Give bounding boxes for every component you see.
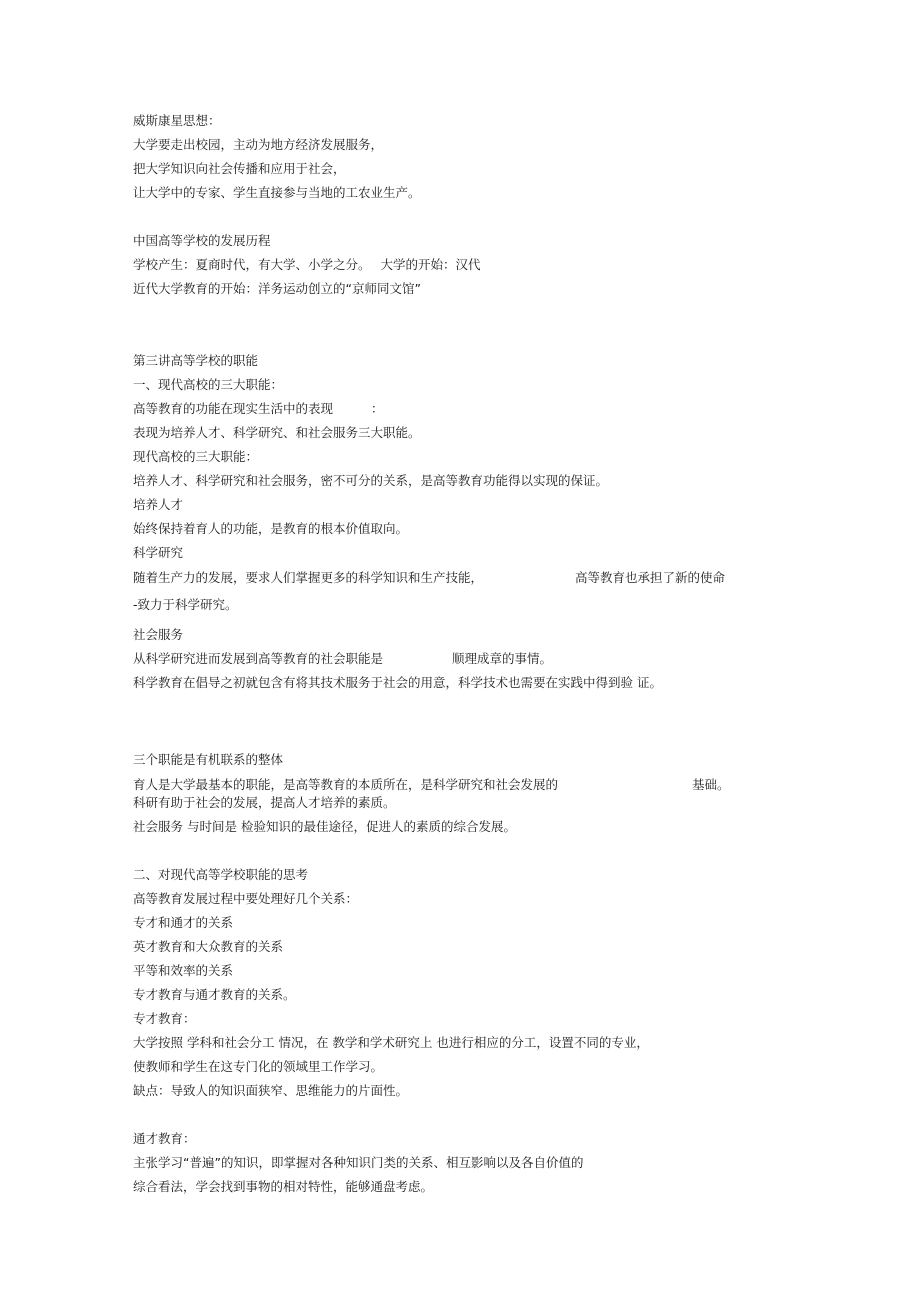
text-line bbox=[133, 257, 481, 273]
history-heading: 中国高等学校的发展历程 bbox=[133, 233, 271, 248]
text-line: 让大学中的专家、学生直接参与当地的工农业生产。 bbox=[133, 185, 421, 200]
section-heading: 二、对现代高等学校职能的思考 bbox=[133, 867, 309, 882]
text-line: 从科学研究进而发展到高等教育的社会职能是 bbox=[133, 651, 384, 666]
subheading: 三个职能是有机联系的整体 bbox=[133, 752, 284, 767]
text-segment: ： bbox=[371, 401, 384, 416]
list-item: 英才教育和大众教育的关系 bbox=[133, 939, 284, 954]
text-line: 培养人才、科学研究和社会服务，密不可分的关系，是高等教育功能得以实现的保证。 bbox=[133, 473, 609, 488]
subheading: 培养人才 bbox=[133, 497, 184, 512]
text-line: 把大学知识向社会传播和应用于社会， bbox=[133, 161, 346, 176]
text-line: 育人是大学最基本的职能，是高等教育的本质所在，是科学研究和社会发展的 bbox=[133, 777, 559, 792]
text-line: 大学按照 学科和社会分工 情况，在 教学和学术研究上 也进行相应的分工，设置不同的专业， bbox=[133, 1035, 649, 1050]
text-segment: 学校产生：夏商时代，有大学、小学之分。 bbox=[133, 257, 371, 272]
text-line bbox=[133, 401, 384, 417]
text-line: 社会服务 与时间是 检验知识的最佳途径，促进人的素质的综合发展。 bbox=[133, 819, 516, 834]
text-line: 基础。 bbox=[692, 777, 730, 792]
subheading: 通才教育： bbox=[133, 1131, 196, 1146]
list-item: 专才教育与通才教育的关系。 bbox=[133, 987, 296, 1002]
text-line: 科研有助于社会的发展，提高人才培养的素质。 bbox=[133, 795, 396, 810]
list-item: 专才和通才的关系 bbox=[133, 915, 234, 930]
subheading: 专才教育： bbox=[133, 1011, 196, 1026]
text-line: 高等教育发展过程中要处理好几个关系： bbox=[133, 891, 359, 906]
text-segment: 高等教育的功能在现实生活中的表现 bbox=[133, 401, 334, 416]
section-heading: 一、现代高校的三大职能： bbox=[133, 377, 284, 392]
lecture-heading: 第三讲高等学校的职能 bbox=[133, 353, 259, 368]
text-line: 主张学习“普遍”的知识，即掌握对各种知识门类的关系、相互影响以及各自价值的 bbox=[133, 1155, 584, 1170]
subheading: 社会服务 bbox=[133, 627, 184, 642]
list-item: 平等和效率的关系 bbox=[133, 963, 234, 978]
text-line: 随着生产力的发展，要求人们掌握更多的科学知识和生产技能， bbox=[133, 570, 484, 585]
text-line: 顺理成章的事情。 bbox=[452, 651, 553, 666]
text-line: 科学教育在倡导之初就包含有将其技术服务于社会的用意，科学技术也需要在实践中得到验 证。 bbox=[133, 675, 662, 690]
text-line: 高等教育也承担了新的使命 bbox=[575, 570, 726, 585]
text-line: 始终保持着育人的功能，是教育的根本价值取向。 bbox=[133, 521, 409, 536]
text-line: 缺点：导致人的知识面狭窄、思维能力的片面性。 bbox=[133, 1083, 409, 1098]
text-segment: 大学的开始：汉代 bbox=[380, 257, 481, 272]
text-line: 近代大学教育的开始：洋务运动创立的“京师同文馆” bbox=[133, 281, 421, 296]
text-line: 使教师和学生在这专门化的领域里工作学习。 bbox=[133, 1059, 384, 1074]
subheading: 科学研究 bbox=[133, 545, 184, 560]
wisconsin-heading: 威斯康星思想： bbox=[133, 113, 221, 128]
text-line: 大学要走出校园，主动为地方经济发展服务， bbox=[133, 137, 384, 152]
text-line: -致力于科学研究。 bbox=[133, 597, 238, 612]
text-line: 现代高校的三大职能： bbox=[133, 449, 259, 464]
text-line: 综合看法，学会找到事物的相对特性，能够通盘考虑。 bbox=[133, 1179, 434, 1194]
text-line: 表现为培养人才、科学研究、和社会服务三大职能。 bbox=[133, 425, 421, 440]
